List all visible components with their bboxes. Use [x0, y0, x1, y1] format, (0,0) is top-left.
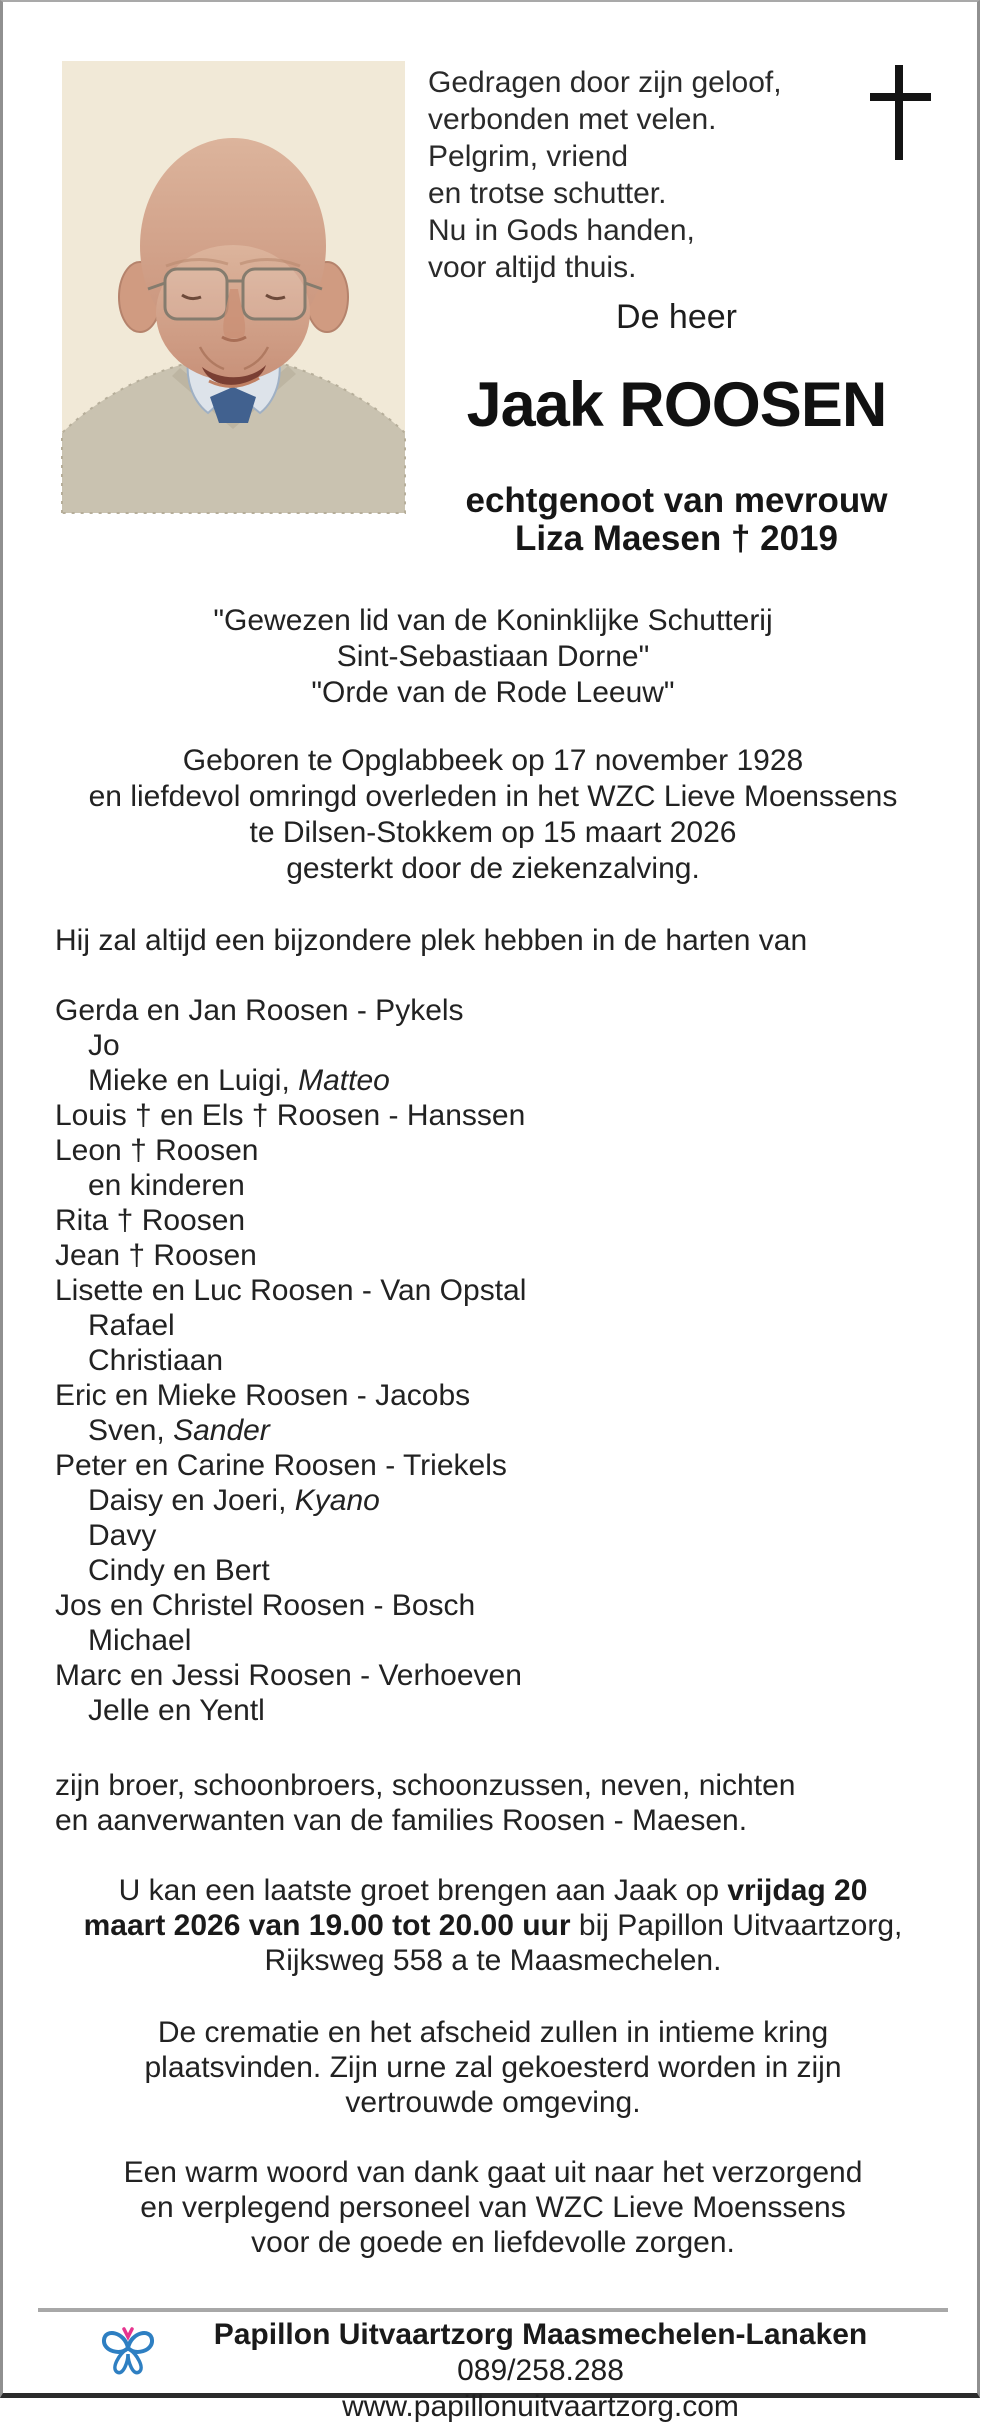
- family-member: Daisy en Joeri, Kyano: [88, 1484, 380, 1517]
- cremation-notice: De crematie en het afscheid zullen in intieme kring plaatsvinden. Zijn urne zal gekoesterd worden in zijn vertrouwde omgeving.: [144, 2016, 842, 2119]
- family-member: Marc en Jessi Roosen - Verhoeven: [55, 1659, 522, 1692]
- family-member: Rita † Roosen: [55, 1204, 246, 1237]
- family-member: Gerda en Jan Roosen - Pykels: [55, 994, 464, 1027]
- family-member: Louis † en Els † Roosen - Hanssen: [55, 1099, 526, 1132]
- relatives: [55, 1768, 935, 1838]
- family-member: Peter en Carine Roosen - Triekels: [55, 1449, 507, 1482]
- visitation-notice: U kan een laatste groet brengen aan Jaak op vrijdag 20 maart 2026 van 19.00 tot 20.00 uur bij Papillon Uitvaartzorg, Rijksweg 558 a te Maasmechelen.: [83, 1874, 903, 1977]
- relatives-line: en aanverwanten van de families Roosen - Maesen.: [55, 1804, 748, 1837]
- funeral-home-info: [133, 2317, 948, 2425]
- salutation: De heer: [616, 298, 737, 336]
- poem: [428, 64, 948, 286]
- membership-line: "Gewezen lid van de Koninklijke Schutterij: [213, 604, 773, 637]
- funeral-home-website: www.papillonuitvaartzorg.com: [342, 2390, 739, 2423]
- thanks-notice: Een warm woord van dank gaat uit naar het verzorgend en verplegend personeel van WZC Lieve Moenssens voor de goede en liefdevolle zorgen.: [123, 2156, 863, 2259]
- family-member: Christiaan: [88, 1344, 224, 1377]
- poem-line: Nu in Gods handen,: [428, 214, 695, 247]
- portrait-illustration: [62, 61, 405, 513]
- life-line: te Dilsen-Stokkem op 15 maart 2026: [249, 816, 737, 849]
- deceased-name: Jaak ROOSEN: [466, 370, 887, 440]
- membership-line: "Orde van de Rode Leeuw": [311, 676, 675, 709]
- funeral-home-name: Papillon Uitvaartzorg Maasmechelen-Lanaken: [213, 2318, 868, 2351]
- family-member: en kinderen: [88, 1169, 245, 1202]
- life-dates: [3, 743, 983, 887]
- family-member: Davy: [88, 1519, 157, 1552]
- family-member: Leon † Roosen: [55, 1134, 259, 1167]
- life-line: en liefdevol omringd overleden in het WZC Lieve Moenssens: [88, 780, 898, 813]
- funeral-home-phone: 089/258.288: [457, 2354, 624, 2387]
- family-member: Sven, Sander: [88, 1414, 270, 1447]
- family-member: Mieke en Luigi, Matteo: [88, 1064, 390, 1097]
- family-member: Rafael: [88, 1309, 175, 1342]
- poem-line: Pelgrim, vriend: [428, 140, 629, 173]
- family-member: Jelle en Yentl: [88, 1694, 265, 1727]
- family-intro: Hij zal altijd een bijzondere plek hebben in de harten van: [55, 924, 808, 957]
- family-member: Jo: [88, 1029, 120, 1062]
- family-member: Michael: [88, 1624, 192, 1657]
- poem-line: en trotse schutter.: [428, 177, 667, 210]
- life-line: gesterkt door de ziekenzalving.: [286, 852, 700, 885]
- family-member: Jos en Christel Roosen - Bosch: [55, 1589, 476, 1622]
- family-member: Lisette en Luc Roosen - Van Opstal: [55, 1274, 527, 1307]
- relatives-line: zijn broer, schoonbroers, schoonzussen, neven, nichten: [55, 1769, 796, 1802]
- spouse-line: Liza Maesen † 2019: [515, 519, 838, 558]
- footer-divider: [38, 2308, 948, 2312]
- membership-line: Sint-Sebastiaan Dorne": [336, 640, 650, 673]
- poem-line: voor altijd thuis.: [428, 251, 637, 284]
- spouse-line: echtgenoot van mevrouw: [465, 481, 888, 520]
- family-member: Eric en Mieke Roosen - Jacobs: [55, 1379, 471, 1412]
- funeral-home-line: [133, 2317, 948, 2389]
- poem-line: Gedragen door zijn geloof,: [428, 66, 782, 99]
- memberships: [3, 603, 983, 711]
- family-member: Cindy en Bert: [88, 1554, 270, 1587]
- life-line: Geboren te Opglabbeek op 17 november 1928: [182, 744, 804, 777]
- family-member: Jean † Roosen: [55, 1239, 257, 1272]
- portrait-photo: [62, 61, 405, 513]
- spouse-info: [405, 482, 948, 558]
- poem-line: verbonden met velen.: [428, 103, 717, 136]
- family-list: [55, 993, 935, 1728]
